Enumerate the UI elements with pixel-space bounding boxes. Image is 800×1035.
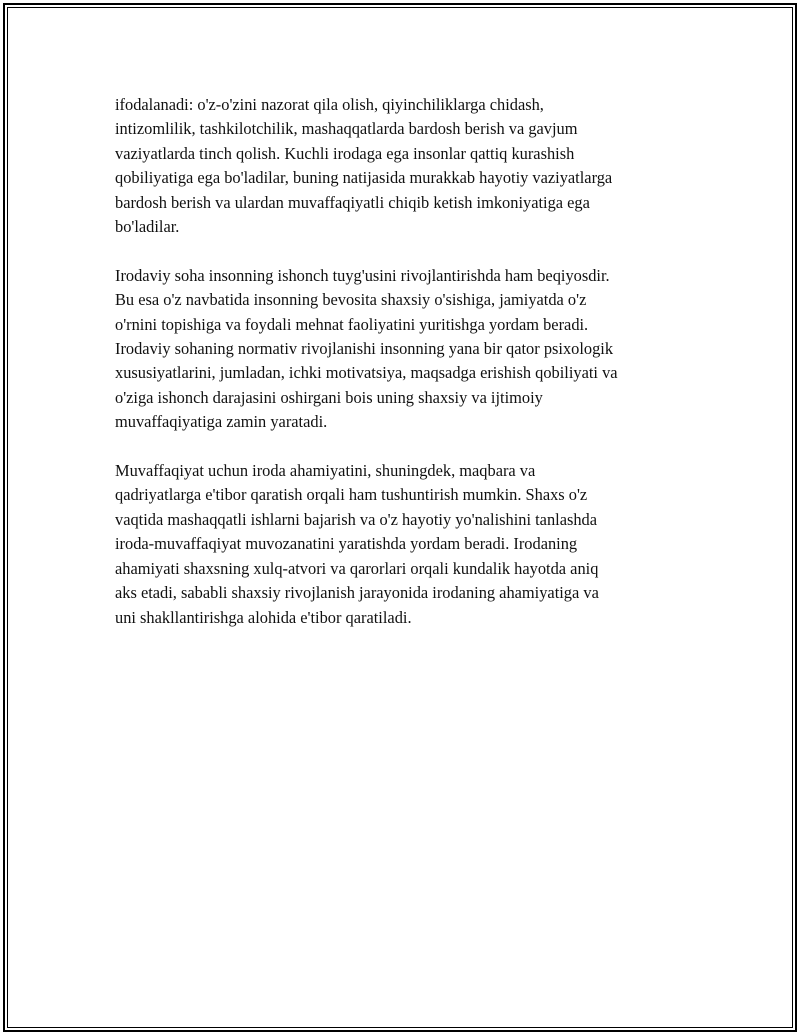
text-line: intizomlilik, tashkilotchilik, mashaqqatlarda bardosh berish va gavjum bbox=[115, 119, 578, 139]
text-line: xususiyatlarini, jumladan, ichki motivatsiya, maqsadga erishish qobiliyati va bbox=[115, 363, 618, 383]
text-line: qobiliyatiga ega bo'ladilar, buning natijasida murakkab hayotiy vaziyatlarga bbox=[115, 168, 613, 188]
text-line: bardosh berish va ulardan muvaffaqiyatli chiqib ketish imkoniyatiga ega bbox=[115, 192, 590, 212]
paragraph-2 bbox=[115, 264, 705, 435]
paragraph-3 bbox=[115, 459, 705, 630]
text-line: o'rnini topishiga va foydali mehnat faoliyatini yuritishga yordam beradi. bbox=[115, 314, 589, 334]
text-line: Bu esa o'z navbatida insonning bevosita shaxsiy o'sishiga, jamiyatda o'z bbox=[115, 290, 587, 310]
text-line: bo'ladilar. bbox=[115, 217, 180, 237]
text-line: o'ziga ishonch darajasini oshirgani bois uning shaxsiy va ijtimoiy bbox=[115, 387, 543, 407]
text-line: uni shakllantirishga alohida e'tibor qaratiladi. bbox=[115, 607, 412, 627]
text-line: iroda-muvaffaqiyat muvozanatini yaratishda yordam beradi. Irodaning bbox=[115, 534, 578, 554]
text-line: qadriyatlarga e'tibor qaratish orqali ham tushuntirish mumkin. Shaxs o'z bbox=[115, 485, 588, 505]
text-line: vaziyatlarda tinch qolish. Kuchli irodaga ega insonlar qattiq kurashish bbox=[115, 143, 575, 163]
text-line: Muvaffaqiyat uchun iroda ahamiyatini, shuningdek, maqbara va bbox=[115, 461, 536, 481]
paragraph-1 bbox=[115, 93, 705, 239]
text-line: aks etadi, sababli shaxsiy rivojlanish jarayonida irodaning ahamiyatiga va bbox=[115, 583, 599, 603]
text-line: Irodaviy sohaning normativ rivojlanishi insonning yana bir qator psixologik bbox=[115, 339, 614, 359]
text-line: Irodaviy soha insonning ishonch tuyg'usini rivojlantirishda ham beqiyosdir. bbox=[115, 265, 610, 285]
text-line: ifodalanadi: o'z-o'zini nazorat qila olish, qiyinchiliklarga chidash, bbox=[115, 95, 544, 114]
text-line: vaqtida mashaqqatli ishlarni bajarish va o'z hayotiy yo'nalishini tanlashda bbox=[115, 509, 598, 529]
text-line: ahamiyati shaxsning xulq-atvori va qarorlari orqali kundalik hayotda aniq bbox=[115, 558, 599, 578]
document-body bbox=[115, 93, 705, 654]
text-line: muvaffaqiyatiga zamin yaratadi. bbox=[115, 412, 328, 432]
